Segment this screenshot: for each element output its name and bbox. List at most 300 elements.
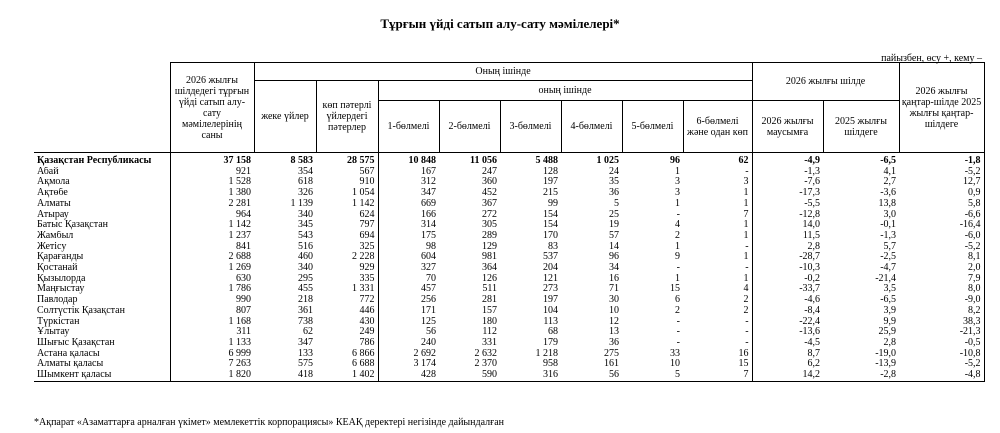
- value-cell: 1 142: [228, 220, 251, 231]
- value-cell: -3,6: [880, 188, 897, 199]
- value-cell: 1: [683, 199, 752, 210]
- value-cell: 325: [316, 242, 378, 253]
- value-cell: 9: [675, 252, 680, 263]
- value-cell: 1: [675, 198, 680, 209]
- value-cell: 281: [482, 295, 497, 306]
- value-cell: 604: [421, 252, 436, 263]
- value-cell: 38,3: [899, 317, 984, 328]
- value-cell: -4,9: [804, 155, 821, 166]
- value-cell: -0,5: [899, 338, 984, 349]
- value-cell: -4,5: [804, 337, 821, 348]
- table-row: [34, 199, 984, 210]
- value-cell: 204: [543, 263, 558, 274]
- value-cell: -6,0: [899, 231, 984, 242]
- value-cell: 1 133: [228, 337, 251, 348]
- region-cell: Шығыс Қазақстан: [34, 338, 170, 349]
- value-cell: -5,2: [899, 359, 984, 370]
- header-of-which: Оның ішінде: [254, 63, 752, 81]
- value-cell: -: [683, 167, 752, 178]
- value-cell: 154: [543, 209, 558, 220]
- value-cell: 1 237: [228, 230, 251, 241]
- value-cell: 624: [316, 210, 378, 221]
- value-cell: 15: [670, 284, 680, 295]
- region-cell: Маңғыстау: [34, 284, 170, 295]
- value-cell: 1: [683, 220, 752, 231]
- value-cell: 166: [421, 209, 436, 220]
- value-cell: 460: [298, 252, 313, 263]
- value-cell: -4,6: [804, 295, 821, 306]
- value-cell: 1 402: [316, 370, 378, 381]
- value-cell: 295: [298, 273, 313, 284]
- value-cell: 5,7: [883, 241, 897, 252]
- value-cell: -21,4: [875, 273, 897, 284]
- value-cell: 10: [670, 359, 680, 370]
- value-cell: 516: [298, 241, 313, 252]
- value-cell: 112: [482, 327, 497, 338]
- value-cell: 13,8: [878, 198, 897, 209]
- value-cell: -22,4: [799, 316, 821, 327]
- table-row: [34, 370, 984, 381]
- value-cell: 171: [421, 305, 436, 316]
- value-cell: 2,7: [883, 177, 897, 188]
- region-cell: Ақтөбе: [34, 188, 170, 199]
- table-row: [34, 167, 984, 178]
- value-cell: 311: [236, 327, 251, 338]
- value-cell: -5,2: [899, 167, 984, 178]
- region-cell: Ұлытау: [34, 327, 170, 338]
- value-cell: 772: [316, 295, 378, 306]
- value-cell: -1,3: [880, 230, 897, 241]
- table-row: [34, 349, 984, 360]
- value-cell: -: [676, 263, 680, 274]
- value-cell: 1 025: [596, 155, 619, 166]
- value-cell: 36: [609, 188, 619, 199]
- table-row: [34, 177, 984, 188]
- value-cell: 1 269: [228, 263, 251, 274]
- value-cell: -: [676, 209, 680, 220]
- value-cell: 841: [236, 241, 251, 252]
- value-cell: 1 820: [170, 370, 254, 381]
- value-cell: 990: [236, 295, 251, 306]
- value-cell: 10 848: [408, 155, 436, 166]
- value-cell: 218: [298, 295, 313, 306]
- value-cell: 25: [609, 209, 619, 220]
- value-cell: 154: [543, 220, 558, 231]
- value-cell: 2: [683, 306, 752, 317]
- value-cell: 738: [298, 316, 313, 327]
- value-cell: 910: [316, 177, 378, 188]
- header-total: 2026 жылғы шілдедегі тұрғын үйді сатып алу-сату мәмілелерінің саны: [170, 63, 254, 153]
- table-row: [34, 274, 984, 285]
- region-cell: Солтүстік Қазақстан: [34, 306, 170, 317]
- value-cell: 360: [482, 177, 497, 188]
- value-cell: 2 370: [474, 359, 497, 370]
- region-cell: Жетісу: [34, 242, 170, 253]
- value-cell: 104: [543, 305, 558, 316]
- value-cell: 1: [683, 188, 752, 199]
- value-cell: 30: [609, 295, 619, 306]
- value-cell: 455: [298, 284, 313, 295]
- value-cell: 418: [254, 370, 316, 381]
- value-cell: 36: [609, 337, 619, 348]
- value-cell: 13: [609, 327, 619, 338]
- value-cell: 126: [482, 273, 497, 284]
- value-cell: 5: [622, 370, 683, 381]
- value-cell: 7 263: [228, 359, 251, 370]
- value-cell: 921: [236, 166, 251, 177]
- value-cell: 289: [482, 230, 497, 241]
- value-cell: 6: [675, 295, 680, 306]
- value-cell: 511: [482, 284, 497, 295]
- value-cell: 8,1: [899, 252, 984, 263]
- value-cell: 2,8: [807, 241, 821, 252]
- region-cell: Абай: [34, 167, 170, 178]
- value-cell: 272: [482, 209, 497, 220]
- value-cell: 167: [421, 166, 436, 177]
- region-cell: Шымкент қаласы: [34, 370, 170, 381]
- header-1-room: 1-бөлмелі: [378, 101, 439, 153]
- region-cell: Қостанай: [34, 263, 170, 274]
- value-cell: 7: [683, 370, 752, 381]
- value-cell: 8,2: [899, 306, 984, 317]
- value-cell: 62: [683, 153, 752, 167]
- value-cell: 83: [548, 241, 558, 252]
- value-cell: 10: [609, 305, 619, 316]
- value-cell: 5: [614, 198, 619, 209]
- table-row: [34, 210, 984, 221]
- value-cell: -0,2: [804, 273, 821, 284]
- value-cell: 807: [236, 305, 251, 316]
- value-cell: 575: [298, 359, 313, 370]
- value-cell: 964: [236, 209, 251, 220]
- value-cell: 37 158: [223, 155, 251, 166]
- value-cell: -: [683, 317, 752, 328]
- value-cell: -6,6: [899, 210, 984, 221]
- header-6-room: 6-бөлмелі және одан көп: [683, 101, 752, 153]
- table-row: [34, 317, 984, 328]
- value-cell: 33: [670, 348, 680, 359]
- value-cell: -4,7: [880, 263, 897, 274]
- value-cell: 1: [675, 241, 680, 252]
- value-cell: 157: [482, 305, 497, 316]
- value-cell: 4: [683, 284, 752, 295]
- value-cell: 929: [316, 263, 378, 274]
- value-cell: 128: [543, 166, 558, 177]
- value-cell: -13,6: [799, 327, 821, 338]
- value-cell: 537: [543, 252, 558, 263]
- value-cell: 3: [675, 188, 680, 199]
- table-row: [34, 284, 984, 295]
- table-body: [34, 153, 984, 382]
- value-cell: 567: [316, 167, 378, 178]
- value-cell: 543: [298, 230, 313, 241]
- region-cell: Ақмола: [34, 177, 170, 188]
- value-cell: 430: [316, 317, 378, 328]
- table-row: [34, 220, 984, 231]
- value-cell: -5,5: [804, 198, 821, 209]
- value-cell: 197: [543, 295, 558, 306]
- value-cell: 113: [543, 316, 558, 327]
- value-cell: 12: [609, 316, 619, 327]
- header-jul-group: 2026 жылғы шілде: [752, 63, 899, 101]
- value-cell: 452: [482, 188, 497, 199]
- value-cell: -21,3: [899, 327, 984, 338]
- value-cell: 125: [421, 316, 436, 327]
- value-cell: 7,9: [899, 274, 984, 285]
- value-cell: 6 866: [316, 349, 378, 360]
- footnote: *Ақпарат «Азаматтарға арналған үкімет» мемлекеттік корпорациясы» КЕАҚ деректері негізінде дайындалған: [34, 417, 504, 428]
- value-cell: -12,8: [799, 209, 821, 220]
- header-apartments: көп пәтерлі үйлердегі пәтерлер: [316, 81, 378, 153]
- value-cell: 316: [500, 370, 561, 381]
- value-cell: 2: [683, 295, 752, 306]
- value-cell: 797: [316, 220, 378, 231]
- value-cell: -19,0: [875, 348, 897, 359]
- header-ytd: 2026 жылғы қаңтар-шілде 2025 жылғы қаңтар-шілдеге: [899, 63, 984, 153]
- value-cell: 2: [675, 305, 680, 316]
- value-cell: 446: [316, 306, 378, 317]
- value-cell: 11 056: [470, 155, 497, 166]
- value-cell: 34: [609, 263, 619, 274]
- value-cell: 247: [482, 166, 497, 177]
- value-cell: 175: [421, 230, 436, 241]
- value-cell: 1 528: [228, 177, 251, 188]
- value-cell: 96: [609, 252, 619, 263]
- value-cell: 12,7: [899, 177, 984, 188]
- value-cell: 240: [421, 337, 436, 348]
- value-cell: 0,9: [899, 188, 984, 199]
- value-cell: -2,8: [823, 370, 899, 381]
- header-private-houses: жеке үйлер: [254, 81, 316, 153]
- value-cell: 99: [548, 198, 558, 209]
- value-cell: 1 142: [316, 199, 378, 210]
- value-cell: 669: [421, 198, 436, 209]
- table-row: [34, 188, 984, 199]
- value-cell: 2 692: [413, 348, 436, 359]
- value-cell: 335: [316, 274, 378, 285]
- value-cell: 6 688: [316, 359, 378, 370]
- value-cell: 170: [543, 230, 558, 241]
- value-cell: 2,0: [899, 263, 984, 274]
- value-cell: 9,9: [883, 316, 897, 327]
- value-cell: 361: [298, 305, 313, 316]
- value-cell: 345: [298, 220, 313, 231]
- value-cell: 8,7: [807, 348, 821, 359]
- value-cell: 1 168: [228, 316, 251, 327]
- value-cell: 96: [670, 155, 680, 166]
- table-row: [34, 252, 984, 263]
- value-cell: 180: [482, 316, 497, 327]
- value-cell: 249: [316, 327, 378, 338]
- value-cell: 56: [561, 370, 622, 381]
- value-cell: 1 331: [316, 284, 378, 295]
- value-cell: 71: [609, 284, 619, 295]
- value-cell: 367: [482, 198, 497, 209]
- value-cell: 7: [683, 210, 752, 221]
- value-cell: 347: [421, 188, 436, 199]
- value-cell: -2,5: [880, 252, 897, 263]
- region-cell: Жамбыл: [34, 231, 170, 242]
- value-cell: 786: [316, 338, 378, 349]
- value-cell: 1: [683, 274, 752, 285]
- value-cell: 457: [421, 284, 436, 295]
- value-cell: 428: [378, 370, 439, 381]
- value-cell: -4,8: [899, 370, 984, 381]
- value-cell: -10,8: [899, 349, 984, 360]
- region-cell: Қазақстан Республикасы: [34, 153, 170, 167]
- value-cell: -: [676, 337, 680, 348]
- value-cell: 2,8: [883, 337, 897, 348]
- value-cell: 1 054: [316, 188, 378, 199]
- value-cell: -: [676, 316, 680, 327]
- value-cell: 1: [675, 166, 680, 177]
- value-cell: 161: [604, 359, 619, 370]
- value-cell: 6,2: [807, 359, 821, 370]
- value-cell: 2 632: [474, 348, 497, 359]
- value-cell: 590: [439, 370, 500, 381]
- value-cell: 215: [543, 188, 558, 199]
- region-cell: Павлодар: [34, 295, 170, 306]
- value-cell: 314: [421, 220, 436, 231]
- value-cell: 8,0: [899, 284, 984, 295]
- value-cell: -: [676, 327, 680, 338]
- value-cell: 3: [675, 177, 680, 188]
- value-cell: 694: [316, 231, 378, 242]
- value-cell: 305: [482, 220, 497, 231]
- value-cell: 57: [609, 230, 619, 241]
- value-cell: 340: [298, 209, 313, 220]
- value-cell: 3: [683, 177, 752, 188]
- value-cell: -1,8: [899, 153, 984, 167]
- region-cell: Астана қаласы: [34, 349, 170, 360]
- value-cell: -: [683, 263, 752, 274]
- region-cell: Батыс Қазақстан: [34, 220, 170, 231]
- value-cell: -: [683, 242, 752, 253]
- value-cell: 197: [543, 177, 558, 188]
- value-cell: -6,5: [880, 295, 897, 306]
- value-cell: -0,1: [880, 220, 897, 231]
- value-cell: -8,4: [804, 305, 821, 316]
- value-cell: 129: [482, 241, 497, 252]
- header-2-room: 2-бөлмелі: [439, 101, 500, 153]
- table-row: [34, 306, 984, 317]
- table-row: [34, 231, 984, 242]
- value-cell: -33,7: [799, 284, 821, 295]
- value-cell: -6,5: [880, 155, 897, 166]
- value-cell: 364: [482, 263, 497, 274]
- region-cell: Алматы: [34, 199, 170, 210]
- region-cell: Түркістан: [34, 317, 170, 328]
- value-cell: 15: [683, 359, 752, 370]
- header-4-room: 4-бөлмелі: [561, 101, 622, 153]
- value-cell: 121: [543, 273, 558, 284]
- value-cell: -: [683, 338, 752, 349]
- value-cell: 98: [426, 241, 436, 252]
- value-cell: -1,3: [804, 166, 821, 177]
- value-cell: 19: [609, 220, 619, 231]
- value-cell: 14,0: [802, 220, 821, 231]
- table-row: [34, 338, 984, 349]
- value-cell: 6 999: [228, 348, 251, 359]
- value-cell: 14,2: [752, 370, 823, 381]
- value-cell: 3,5: [883, 284, 897, 295]
- value-cell: 1 786: [228, 284, 251, 295]
- value-cell: -17,3: [799, 188, 821, 199]
- value-cell: 340: [298, 263, 313, 274]
- table-row: [34, 359, 984, 370]
- table-row: [34, 295, 984, 306]
- value-cell: 8 583: [290, 155, 313, 166]
- value-cell: 24: [609, 166, 619, 177]
- value-cell: -: [683, 327, 752, 338]
- header-3-room: 3-бөлмелі: [500, 101, 561, 153]
- value-cell: 275: [604, 348, 619, 359]
- value-cell: 14: [609, 241, 619, 252]
- header-5-room: 5-бөлмелі: [622, 101, 683, 153]
- value-cell: -28,7: [799, 252, 821, 263]
- value-cell: 3 174: [413, 359, 436, 370]
- value-cell: 25,9: [878, 327, 897, 338]
- units-note: пайызбен, өсу +, кему –: [881, 53, 982, 64]
- header-vs-jul-2025: 2025 жылғы шілдеге: [823, 101, 899, 153]
- value-cell: 3,0: [883, 209, 897, 220]
- value-cell: 16: [683, 349, 752, 360]
- value-cell: 16: [609, 273, 619, 284]
- value-cell: 11,5: [802, 230, 821, 241]
- value-cell: 273: [543, 284, 558, 295]
- value-cell: 62: [303, 327, 313, 338]
- value-cell: -7,6: [804, 177, 821, 188]
- region-cell: Қызылорда: [34, 274, 170, 285]
- table-row-total: [34, 153, 984, 167]
- value-cell: 2 688: [228, 252, 251, 263]
- value-cell: 70: [426, 273, 436, 284]
- value-cell: 2 228: [316, 252, 378, 263]
- value-cell: 327: [421, 263, 436, 274]
- value-cell: -13,9: [875, 359, 897, 370]
- value-cell: 133: [298, 348, 313, 359]
- value-cell: 630: [236, 273, 251, 284]
- value-cell: 2: [675, 230, 680, 241]
- header-of-which-rooms: оның ішінде: [378, 81, 752, 101]
- value-cell: 68: [548, 327, 558, 338]
- region-cell: Қарағанды: [34, 252, 170, 263]
- corner-cell: [34, 63, 170, 153]
- value-cell: 958: [543, 359, 558, 370]
- value-cell: 331: [482, 337, 497, 348]
- value-cell: -10,3: [799, 263, 821, 274]
- value-cell: 312: [421, 177, 436, 188]
- region-cell: Алматы қаласы: [34, 359, 170, 370]
- value-cell: 1: [675, 273, 680, 284]
- value-cell: -5,2: [899, 242, 984, 253]
- value-cell: 1 139: [290, 198, 313, 209]
- table-row: [34, 327, 984, 338]
- transactions-table: [34, 62, 985, 382]
- value-cell: 1 218: [535, 348, 558, 359]
- region-cell: Атырау: [34, 210, 170, 221]
- value-cell: 354: [298, 166, 313, 177]
- page-title: Тұрғын үйді сатып алу-сату мәмілелері*: [380, 16, 620, 31]
- value-cell: 1 380: [228, 188, 251, 199]
- value-cell: 1: [683, 252, 752, 263]
- value-cell: 326: [298, 188, 313, 199]
- value-cell: 28 575: [316, 153, 378, 167]
- value-cell: 981: [482, 252, 497, 263]
- value-cell: 2 281: [228, 198, 251, 209]
- header-vs-may: 2026 жылғы маусымға: [752, 101, 823, 153]
- value-cell: 56: [426, 327, 436, 338]
